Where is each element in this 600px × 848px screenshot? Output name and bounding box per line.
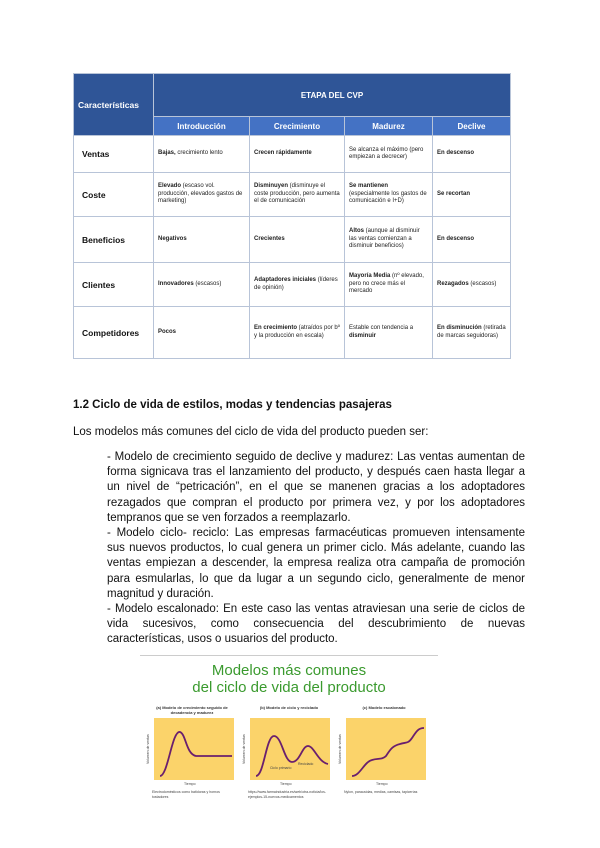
- panel-a-note: Electrodomésticos como batidoras y hornos tostadores: [152, 790, 220, 799]
- panel-a-xlabel: Tiempo: [184, 782, 196, 786]
- panel-c-ylabel: Volumen de ventas: [338, 734, 342, 764]
- header-introduccion: Introducción: [154, 117, 250, 136]
- cell-beneficios-madurez: Altos (aunque al disminuir las ventas comienzan a disminuir beneficios): [345, 217, 433, 263]
- panel-b-note: https://www.farmaindustria.es/web/otra-noticia/los-ejemplos-15-nuevos-medicamentos: [248, 790, 327, 799]
- row-label-coste: Coste: [74, 173, 154, 217]
- cell-clientes-madurez: Mayoría Media (nº elevado, pero no crece más el mercado: [345, 263, 433, 307]
- list-item: - Modelo ciclo- reciclo: Las empresas farmacéuticas promueven intensamente sus nuevos productos, lo cual genera un primer ciclo. Más adelante, cuando las ventas empiezan a descender, la empresa realiza otra campaña de promoción para esmularlas, lo que da lugar a un segundo ciclo, generalmente de menor magnitud y duración.: [107, 527, 525, 600]
- cell-clientes-introduccion: Innovadores (escasos): [154, 263, 250, 307]
- figure-title-line2: del ciclo de vida del producto: [192, 679, 386, 696]
- panel-c-chart: [346, 718, 426, 780]
- figure-title-line1: Modelos más comunes: [211, 662, 367, 679]
- cell-coste-crecimiento: Disminuyen (disminuye el coste producción, pero aumenta el de comunicación: [250, 173, 345, 217]
- intro-paragraph: Los modelos más comunes del ciclo de vida del producto pueden ser:: [73, 426, 429, 438]
- cell-ventas-madurez: Se alcanza el máximo (pero empiezan a decrecer): [345, 136, 433, 173]
- table-row: [74, 136, 511, 173]
- cell-clientes-declive: Rezagados (escasos): [433, 263, 511, 307]
- cell-competidores-madurez: Estable con tendencia a disminuir: [345, 307, 433, 359]
- panel-b-label-recycle: Reciclado: [298, 762, 314, 766]
- panel-c-title: (c) Modelo escalonado: [362, 705, 406, 710]
- cell-coste-declive: Se recortan: [433, 173, 511, 217]
- lifecycle-models-figure: [140, 655, 438, 824]
- panel-b-background: [250, 718, 330, 780]
- row-label-ventas: Ventas: [74, 136, 154, 173]
- model-list: [107, 450, 525, 648]
- cvp-stages-table: [73, 73, 511, 359]
- panel-c-background: [346, 718, 426, 780]
- cell-competidores-declive: En disminución (retirada de marcas seguidoras): [433, 307, 511, 359]
- panel-a-chart: [154, 718, 234, 780]
- cell-ventas-declive: En descenso: [433, 136, 511, 173]
- header-stage: ETAPA DEL CVP: [154, 74, 511, 117]
- panel-b-title: (b) Modelo de ciclo y reciclado: [259, 705, 319, 710]
- cell-competidores-crecimiento: En crecimiento (atraídos por bº y la producción en escala): [250, 307, 345, 359]
- panel-b-ylabel: Volumen de ventas: [242, 734, 246, 764]
- panel-b-label-primary: Ciclo primario: [270, 766, 292, 770]
- panel-a-title: (a) Modelo de crecimiento seguido de decadencia y madurez: [156, 705, 228, 715]
- panel-b-chart: [250, 718, 330, 780]
- cell-ventas-introduccion: Bajas, crecimiento lento: [154, 136, 250, 173]
- header-characteristics: Características: [74, 74, 154, 136]
- cell-clientes-crecimiento: Adaptadores iniciales (líderes de opinión): [250, 263, 345, 307]
- cell-ventas-crecimiento: Crecen rápidamente: [250, 136, 345, 173]
- panel-b-xlabel: Tiempo: [280, 782, 292, 786]
- header-madurez: Madurez: [345, 117, 433, 136]
- panel-a-ylabel: Volumen de ventas: [146, 734, 150, 764]
- cell-competidores-introduccion: Pocos: [154, 307, 250, 359]
- panel-c-xlabel: Tiempo: [376, 782, 388, 786]
- cell-beneficios-crecimiento: Crecientes: [250, 217, 345, 263]
- row-label-beneficios: Beneficios: [74, 217, 154, 263]
- panel-c-note: Nylon, paracaídas, medias, camisas, tapicerías: [344, 790, 418, 794]
- cell-beneficios-declive: En descenso: [433, 217, 511, 263]
- cell-coste-madurez: Se mantienen (especialmente los gastos de comunicación e I+D): [345, 173, 433, 217]
- panel-a-background: [154, 718, 234, 780]
- header-crecimiento: Crecimiento: [250, 117, 345, 136]
- table-row: [74, 263, 511, 307]
- cell-coste-introduccion: Elevado (escaso vol. producción, elevados gastos de marketing): [154, 173, 250, 217]
- cell-beneficios-introduccion: Negativos: [154, 217, 250, 263]
- list-item: - Modelo escalonado: En este caso las ventas atraviesan una serie de ciclos de vida sucesivos, como consecuencia del descubrimiento de nuevas características, usos o usuarios del producto.: [107, 603, 525, 646]
- row-label-clientes: Clientes: [74, 263, 154, 307]
- table-row: [74, 307, 511, 359]
- header-declive: Declive: [433, 117, 511, 136]
- list-item: - Modelo de crecimiento seguido de declive y madurez: Las ventas aumentan de forma signicava tras el lanzamiento del producto, y después caen hasta llegar a un nivel de “petricación”, en el que se manenen gracias a los adoptadores rezagados que compran el producto por primera vez, y por los adoptadores tempranos que se ven forzados a reemplazarlo.: [107, 451, 525, 524]
- table-row: [74, 173, 511, 217]
- section-title: 1.2 Ciclo de vida de estilos, modas y tendencias pasajeras: [73, 399, 392, 411]
- table-row: [74, 217, 511, 263]
- row-label-competidores: Competidores: [74, 307, 154, 359]
